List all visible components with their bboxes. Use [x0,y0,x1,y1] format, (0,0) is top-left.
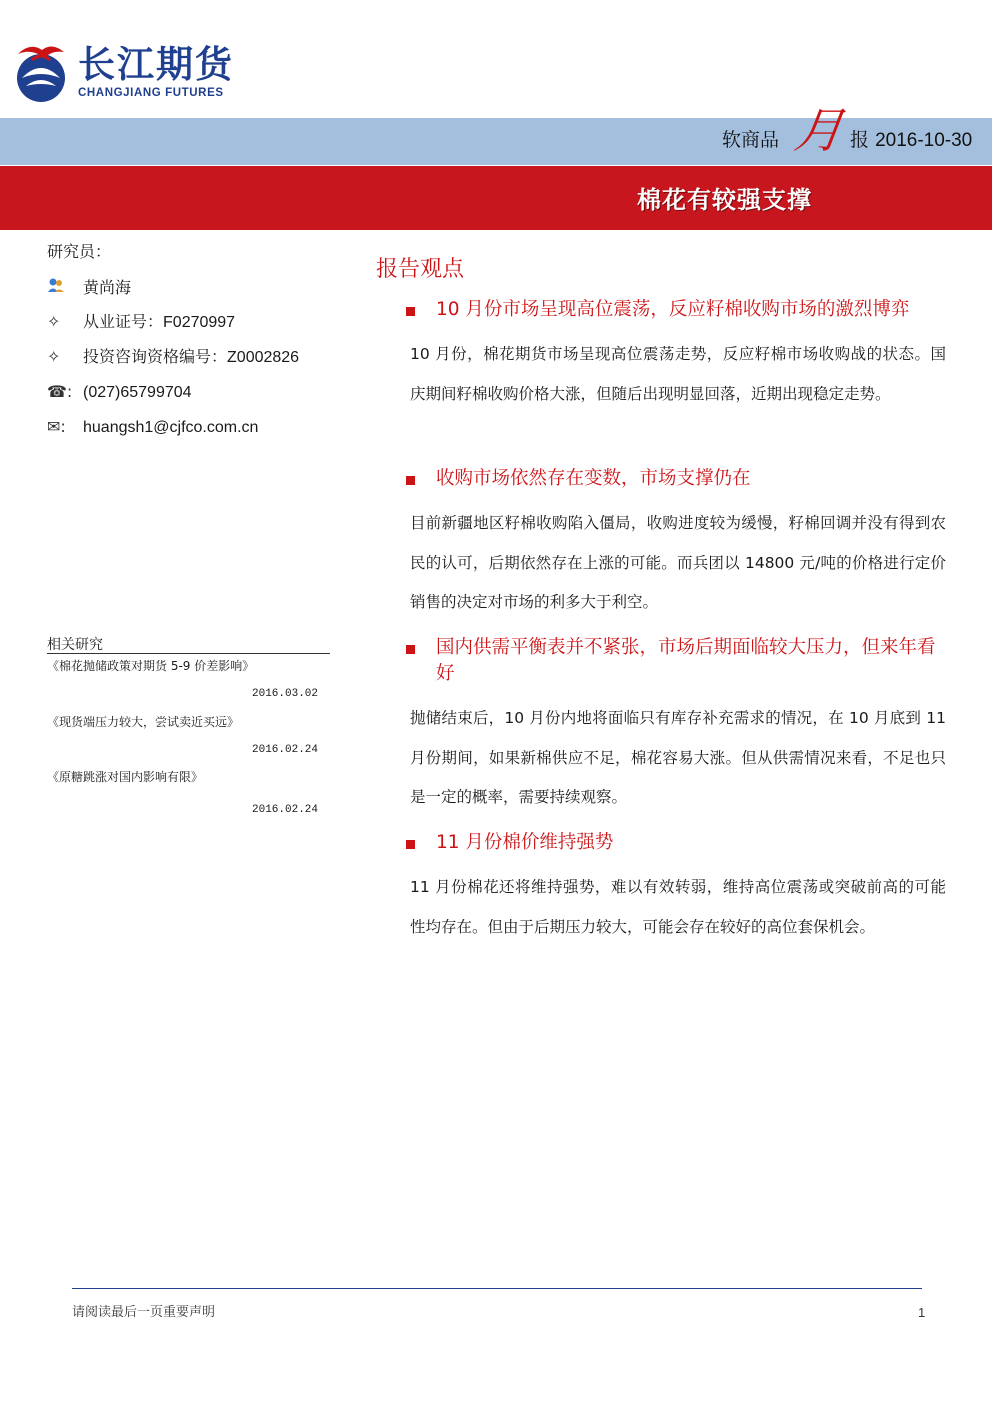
point-heading [406,830,946,856]
license-row [47,312,235,333]
analyst-label: 研究员： [47,242,112,261]
email-address[interactable]: huangsh1@cjfco.com.cn [83,419,259,436]
license-number: F0270997 [163,314,236,331]
footer-divider [72,1288,922,1289]
diamond-icon: ✧ [47,312,61,331]
header-red-band [0,166,992,230]
qualification-row [47,347,299,368]
report-title: 棉花有较强支撑 [637,186,812,214]
related-item-date: 2016.03.02 [252,688,319,700]
point-heading-text: 10 月份市场呈现高位震荡，反应籽棉收购市场的激烈博弈 [436,299,910,320]
qualification-label: 投资咨询资格编号： [83,347,228,366]
diamond-icon: ✧ [47,347,61,366]
bullet-square-icon [406,476,415,485]
point-body: 10 月份，棉花期货市场呈现高位震荡走势，反应籽棉市场收购战的状态。国庆期间籽棉收购价格大涨，但随后出现明显回落，近期出现稳定走势。 [410,345,946,403]
related-divider [47,653,330,654]
report-date: 2016-10-30 [875,130,973,151]
point-body: 抛储结束后，10 月份内地将面临只有库存补充需求的情况，在 10 月底到 11 月份期间，如果新棉供应不足，棉花容易大涨。但从供需情况来看，不足也只是一定的概率，需要持续观察。 [410,709,946,806]
point-heading-text: 收购市场依然存在变数，市场支撑仍在 [436,468,751,489]
company-logo [12,40,252,110]
page-number: 1 [918,1305,926,1320]
bullet-square-icon [406,840,415,849]
point-heading [406,466,946,492]
report-sector: 软商品 [722,129,780,151]
point-heading-text: 国内供需平衡表并不紧张，市场后期面临较大压力，但来年看好 [436,637,936,684]
point-heading [406,635,946,687]
logo-name-cn: 长江期货 [78,43,234,86]
related-item-title[interactable]: 《棉花抛储政策对期货 5-9 价差影响》 [47,659,255,673]
license-label: 从业证号： [83,312,164,331]
phone-number: (027)65799704 [83,384,192,401]
footer-notice: 请阅读最后一页重要声明 [72,1305,216,1320]
related-item-date: 2016.02.24 [252,804,319,816]
related-item-date: 2016.02.24 [252,744,319,756]
bullet-square-icon [406,307,415,316]
bullet-square-icon [406,645,415,654]
mail-icon: ✉: [47,417,66,436]
related-research-title: 相关研究 [47,637,103,653]
report-type-date [850,126,972,155]
logo-name-en: CHANGJIANG FUTURES [78,87,224,99]
email-row [47,417,258,438]
report-char: 报 [850,130,870,151]
point-body: 11 月份棉花还将维持强势，难以有效转弱，维持高位震荡或突破前高的可能性均存在。但由于后期压力较大，可能会存在较好的高位套保机会。 [410,878,946,936]
logo-emblem-icon [12,40,70,106]
phone-row [47,382,192,403]
phone-icon: ☎: [47,382,73,401]
analyst-name-row [47,277,131,298]
qualification-number: Z0002826 [227,349,300,366]
related-item-title[interactable]: 《现货端压力较大，尝试卖近买远》 [47,715,240,729]
point-heading-text: 11 月份棉价维持强势 [436,832,614,853]
person-icon [47,277,71,298]
point-body: 目前新疆地区籽棉收购陷入僵局，收购进度较为缓慢，籽棉回调并没有得到农民的认可，后期依然存在上涨的可能。而兵团以 14800 元/吨的价格进行定价销售的决定对市场的利多大于利空。 [410,514,946,611]
report-section-title: 报告观点 [376,257,465,282]
report-period-char: 月 [791,103,847,159]
point-heading [406,297,946,323]
analyst-name: 黄尚海 [83,278,132,297]
related-item-title[interactable]: 《原糖跳涨对国内影响有限》 [47,770,204,784]
